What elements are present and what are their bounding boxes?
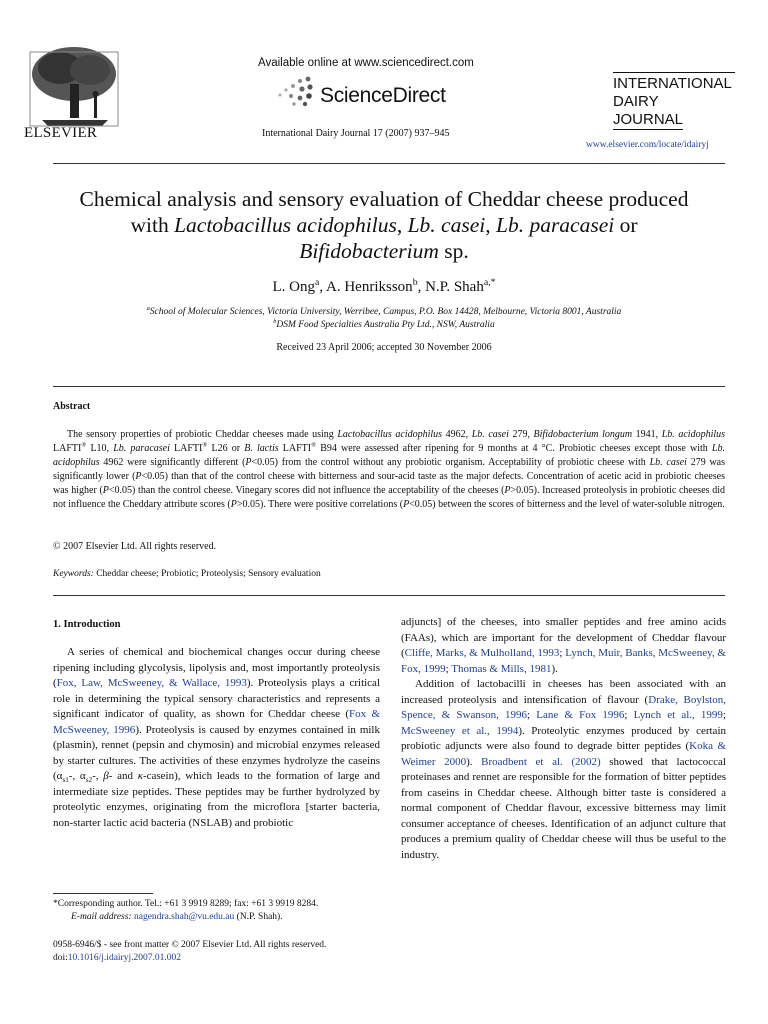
ref-fox-1993[interactable]: Fox, Law, McSweeney, & Wallace, 1993 — [56, 677, 247, 689]
author-ong: L. Ong — [272, 279, 316, 295]
affiliation-a: $^a$School of Molecular Sciences, Victoria University, Werribee, Campus, P.O. Box 14428, Melbourne, Victoria 8001, Australia — [146, 305, 622, 317]
body-divider — [53, 595, 725, 596]
journal-url-link[interactable]: www.elsevier.com/locate/idairyj — [586, 140, 709, 150]
section-heading-introduction: 1. Introduction — [53, 619, 121, 630]
ref-broadbent-2002[interactable]: Broadbent et al. (2002) — [481, 755, 601, 768]
author-list: L. Ong$^a$, A. Henriksson$^b$, N.P. Shah$^{a,*}$ — [272, 277, 496, 295]
intro-left-column: A series of chemical and biochemical changes occur during cheese ripening including glycolysis, lipolysis and, most importantly proteolysis (Fox, Law, McSweeney, & Wallace, 1993). Proteolysis plays a critical role in determining the typical sensory characteristics and represents a significant indicator of quality, as shown for Cheddar cheese (Fox & McSweeney, 1996). Proteolysis is caused by enzymes contained in milk (plasmin), rennet (pepsin and chymosin) and microbial enzymes released by starter cultures. The activities of these enzymes hydrolyze the caseins ($\alpha_{s1}-$, $\alpha_{s2}-$, β- and κ-casein), which leads to the formation of large and intermediate size peptides. These peptides may be further hydrolyzed by proteolytic enzymes, originating from the microflora [starter bacteria, non-starter lactic acid bacteria (NSLAB) and probiotic — [53, 646, 380, 829]
abstract-divider — [53, 386, 725, 387]
ref-koka-2000[interactable]: Koka & Weimer 2000 — [401, 740, 726, 768]
ref-cliffe-1993[interactable]: Cliffe, Marks, & Mulholland, 1993 — [404, 647, 560, 659]
journal-title-line-3: JOURNAL — [613, 111, 684, 128]
publisher-name: ELSEVIER — [24, 125, 98, 141]
journal-title-line-2: DAIRY — [613, 93, 659, 110]
sciencedirect-logo-text: ScienceDirect — [320, 84, 446, 107]
corresponding-author-link[interactable]: * — [490, 277, 496, 288]
journal-masthead — [613, 72, 735, 130]
article-title: Chemical analysis and sensory evaluation of Cheddar cheese produced with Lactobacillus acidophilus, Lb. casei, Lb. paracasei or Bifidobacterium sp. — [79, 187, 689, 263]
ref-mcsweeney-1994[interactable]: McSweeney et al., 1994 — [401, 724, 519, 737]
doi-link[interactable]: 10.1016/j.idairyj.2007.01.002 — [67, 953, 181, 963]
available-online-text[interactable]: Available online at www.sciencedirect.com — [258, 57, 474, 69]
ref-lynch-etal-1999[interactable]: Lynch et al., 1999 — [633, 709, 723, 721]
elsevier-tree-logo — [22, 44, 126, 130]
abstract-heading: Abstract — [53, 401, 91, 412]
author-henriksson: , A. Henriksson — [319, 279, 413, 295]
affiliations — [40, 306, 728, 332]
ref-drake-1996[interactable]: Drake, Boylston, Spence, & Swanson, 1996 — [401, 693, 726, 721]
abstract-text: The sensory properties of probiotic Cheddar cheeses made using Lactobacillus acidophilus 4962, Lb. casei 279, Bifidobacterium longum 1941, Lb. acidophilus LAFTI® L10, Lb. paracasei LAFTI® L26 or B. lactis LAFTI® B94 were assessed after ripening for 9 months at 4 °C. Probiotic cheeses except those with Lb. acidophilus 4962 were significantly different (P<0.05) from the control without any probiotic organism. Acceptability of probiotic cheese with Lb. casei 279 was significantly lower (P<0.05) than that of the control cheese with bitterness and sour-acid taste as the major defects. Concentration of acetic acid in probiotic cheeses was higher (P<0.05) than the control cheese. Vinegary scores did not influence the acceptability of the cheeses (P>0.05). Increased proteolysis in probiotic cheeses did not influence the Cheddary attribute scores (P>0.05). There were positive correlations (P<0.05) between the scores of bitterness and the level of water-soluble nitrogen. — [53, 429, 726, 510]
abstract-copyright: © 2007 Elsevier Ltd. All rights reserved. — [53, 541, 217, 552]
affiliation-b: $^b$DSM Food Specialties Australia Pty Ltd., NSW, Australia — [273, 318, 495, 330]
author-shah: , N.P. Shah — [417, 279, 484, 295]
footnote-divider — [53, 893, 153, 894]
footnote: *Corresponding author. Tel.: +61 3 9919 8289; fax: +61 3 9919 8284. E-mail address: nagendra.shah@vu.edu.au (N.P. Shah). — [53, 899, 319, 922]
header-divider — [53, 163, 725, 164]
front-matter-info: 0958-6946/$ - see front matter © 2007 Elsevier Ltd. All rights reserved. doi:10.1016/j.idairyj.2007.01.002 — [53, 940, 327, 963]
received-dates: Received 23 April 2006; accepted 30 November 2006 — [276, 342, 492, 353]
keywords: Keywords: Cheddar cheese; Probiotic; Proteolysis; Sensory evaluation — [53, 569, 321, 579]
journal-title-line-1: INTERNATIONAL — [613, 75, 732, 92]
journal-reference: International Dairy Journal 17 (2007) 937–945 — [262, 128, 450, 139]
intro-right-column: adjuncts] of the cheeses, into smaller peptides and free amino acids (FAAs), which are important for the development of Cheddar flavour (Cliffe, Marks, & Mulholland, 1993; Lynch, Muir, Banks, McSweeney, & Fox, 1999; Thomas & Mills, 1981). Addition of lactobacilli in cheeses has been associated with an increased proteolysis and intensification of flavour (Drake, Boylston, Spence, & Swanson, 1996; Lane & Fox 1996; Lynch et al., 1999; McSweeney et al., 1994). Proteolytic enzymes produced by certain probiotic adjuncts were also found to degrade bitter peptides (Koka & Weimer 2000). Broadbent et al. (2002) showed that lactococcal proteinases and rennet are responsible for the formation of bitter peptides from caseins in Cheddar cheese. Although bitter taste is considered a normal component of Cheddar flavour, excessive bitterness may limit consumer acceptance of cheeses. Identification of an adjunct culture that produces a premium quality of Cheddar cheese will thus be useful to the industry. — [401, 616, 726, 861]
sciencedirect-dots-icon — [272, 75, 316, 107]
ref-thomas-1981[interactable]: Thomas & Mills, 1981 — [451, 662, 552, 675]
ref-lane-1996[interactable]: Lane & Fox 1996 — [536, 709, 625, 721]
ref-fox-1996[interactable]: Fox & McSweeney, 1996 — [53, 708, 380, 736]
ref-lynch-1999[interactable]: Lynch, Muir, Banks, McSweeney, & Fox, 1999 — [401, 647, 726, 675]
author-email-link[interactable]: nagendra.shah@vu.edu.au — [133, 912, 235, 922]
